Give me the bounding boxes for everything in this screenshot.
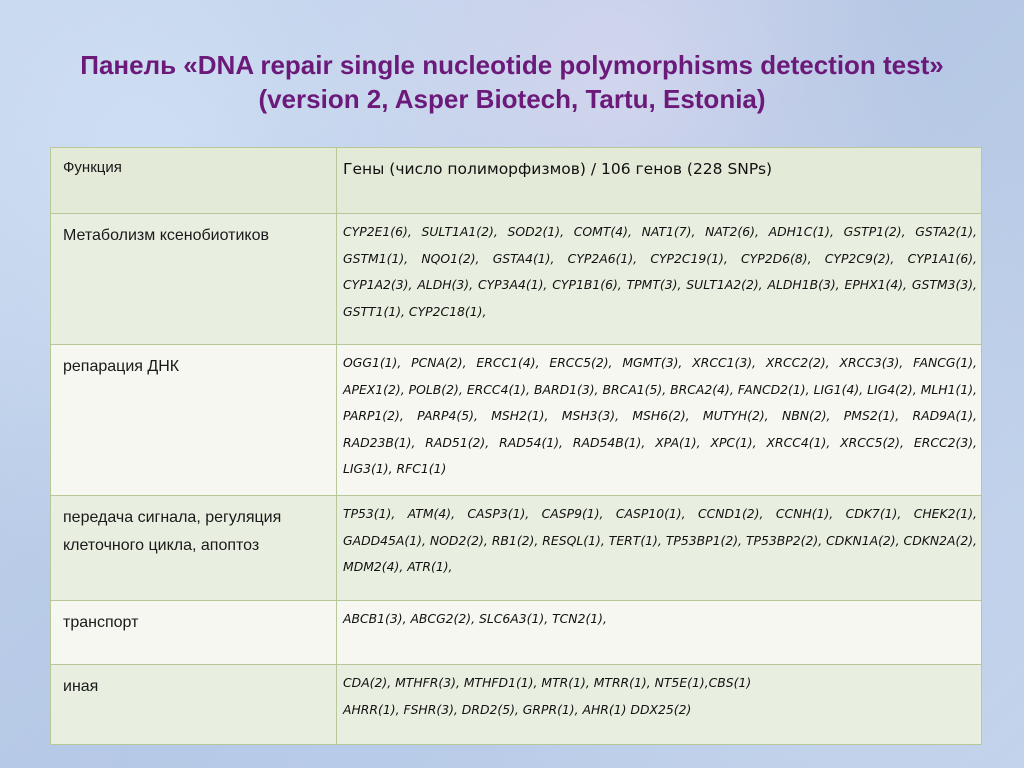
- genes-cell: ABCB1(3), ABCG2(2), SLC6A3(1), TCN2(1),: [337, 601, 982, 665]
- table-row: [51, 601, 982, 665]
- genes-line: CDA(2), MTHFR(3), MTHFD1(1), MTR(1), MTRR(1), NT5E(1),CBS(1): [343, 675, 752, 690]
- function-cell: иная: [51, 665, 337, 745]
- header-genes: Гены (число полиморфизмов) / 106 генов (228 SNPs): [337, 148, 982, 214]
- genes-cell: OGG1(1), PCNA(2), ERCC1(4), ERCC5(2), MGMT(3), XRCC1(3), XRCC2(2), XRCC3(3), FANCG(1), APEX1(2), POLB(2), ERCC4(1), BARD1(3), BRCA1(5), BRCA2(4), FANCD2(1), LIG1(4), LIG4(2), MLH1(1), PARP1(2), PARP4(5), MSH2(1), MSH3(3), MSH6(2), MUTYH(2), NBN(2), PMS2(1), RAD9A(1), RAD23B(1), RAD51(2), RAD54(1), RAD54B(1), XPA(1), XPC(1), XRCC4(1), XRCC5(2), ERCC2(3), LIG3(1), RFC1(1): [337, 345, 982, 496]
- table-header-row: [51, 148, 982, 214]
- slide-title: Панель «DNA repair single nucleotide polymorphisms detection test» (version 2, Asper Biotech, Tartu, Estonia): [80, 50, 944, 114]
- gene-panel-table: [50, 147, 982, 745]
- genes-cell: CYP2E1(6), SULT1A1(2), SOD2(1), COMT(4), NAT1(7), NAT2(6), ADH1C(1), GSTP1(2), GSTA2(1), GSTM1(1), NQO1(2), GSTA4(1), CYP2A6(1), CYP2C19(1), CYP2D6(8), CYP2C9(2), CYP1A1(6), CYP1A2(3), ALDH(3), CYP3A4(1), CYP1B1(6), TPMT(3), SULT1A2(2), ALDH1B(3), EPHX1(4), GSTM3(3), GSTT1(1), CYP2C18(1),: [337, 214, 982, 345]
- table-row: [51, 345, 982, 496]
- genes-cell: [337, 665, 982, 745]
- table-row: [51, 496, 982, 601]
- header-function: Функция: [51, 148, 337, 214]
- function-cell: Метаболизм ксенобиотиков: [51, 214, 337, 345]
- genes-cell: TP53(1), ATM(4), CASP3(1), CASP9(1), CASP10(1), CCND1(2), CCNH(1), CDK7(1), CHEK2(1), GADD45A(1), NOD2(2), RB1(2), RESQL(1), TERT(1), TP53BP1(2), TP53BP2(2), CDKN1A(2), CDKN2A(2), MDM2(4), ATR(1),: [337, 496, 982, 601]
- function-cell: транспорт: [51, 601, 337, 665]
- function-cell: репарация ДНК: [51, 345, 337, 496]
- function-cell: передача сигнала, регуляция клеточного цикла, апоптоз: [51, 496, 337, 601]
- table-row: [51, 214, 982, 345]
- genes-line: AHRR(1), FSHR(3), DRD2(5), GRPR(1), AHR(1) DDX25(2): [343, 701, 692, 717]
- table-row: [51, 665, 982, 745]
